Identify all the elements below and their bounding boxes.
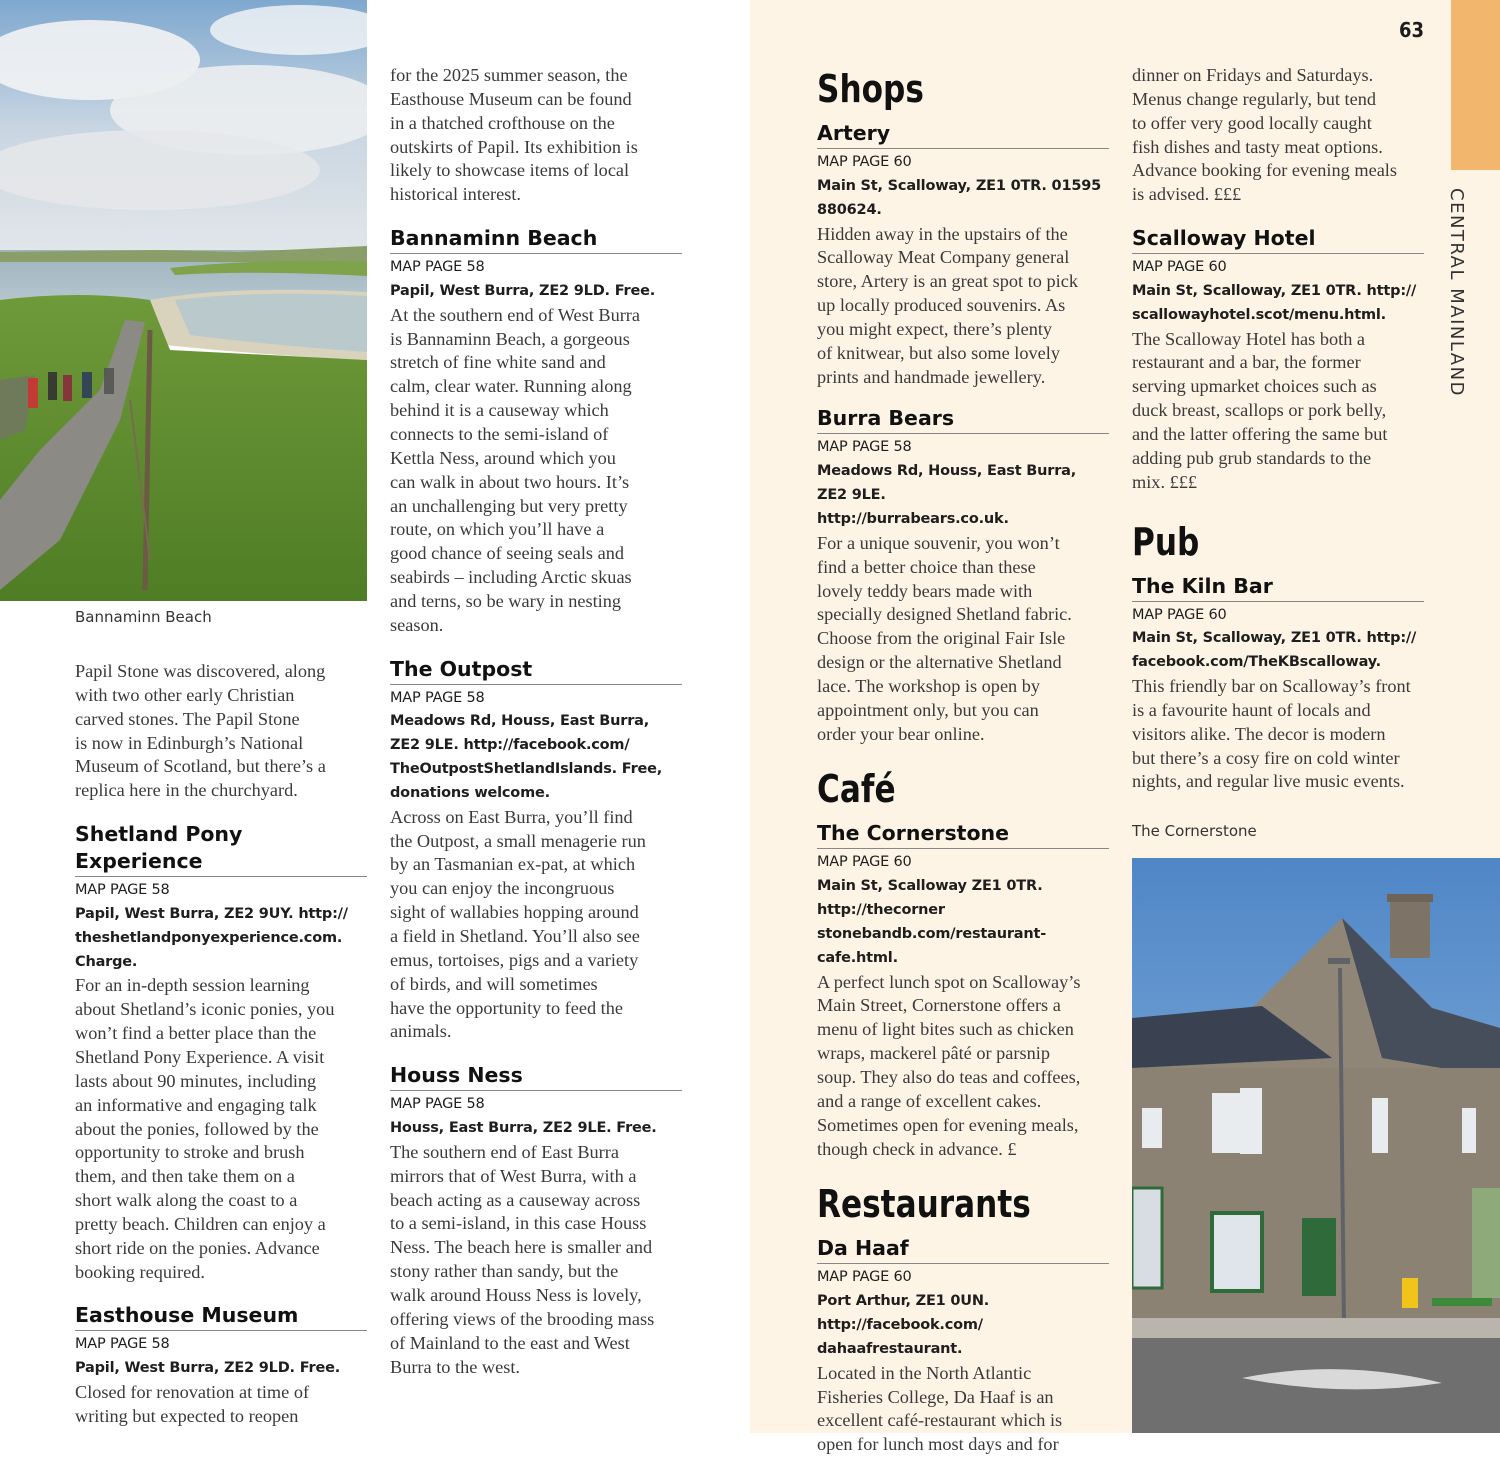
map-page-ref: MAP PAGE 58: [817, 439, 912, 456]
map-page-ref: MAP PAGE 58: [390, 1096, 485, 1113]
entry-address: Meadows Rd, Houss, East Burra, ZE2 9LE. http://facebook.com/ TheOutpostShetlandIslands. Free, donations welcome.: [390, 713, 663, 801]
column-1: [75, 660, 367, 1429]
entry-title: The Cornerstone: [817, 820, 1109, 849]
easthouse-continued-text: for the 2025 summer season, the Easthouse Museum can be found in a thatched crofthouse on the outskirts of Papil. Its exhibition is likely to showcase items of local historical interest.: [390, 65, 638, 205]
entry-the-kiln-bar: [1132, 573, 1424, 795]
entry-description: The Scalloway Hotel has both a restaurant and a bar, the former serving upmarket choices such as duck breast, scallops or pork belly, and the latter offering the same but adding pub grub standards to the mix. £££: [1132, 328, 1388, 492]
entry-address: Main St, Scalloway, ZE1 0TR. 01595 880624.: [817, 177, 1102, 218]
beach-photo-caption: Bannaminn Beach: [75, 608, 212, 626]
column-3: [817, 66, 1109, 1457]
entry-the-outpost: [390, 656, 682, 1045]
entry-shetland-pony-experience: [75, 821, 367, 1284]
cornerstone-building-photo: [1132, 858, 1500, 1433]
entry-address: Papil, West Burra, ZE2 9LD. Free.: [75, 1360, 341, 1377]
section-side-label: CENTRAL MAINLAND: [1446, 188, 1467, 397]
page-number: 63: [1399, 18, 1425, 42]
entry-title: Da Haaf: [817, 1235, 1109, 1264]
entry-houss-ness: [390, 1062, 682, 1379]
map-page-ref: MAP PAGE 58: [75, 1336, 170, 1353]
map-page-ref: MAP PAGE 58: [75, 882, 170, 899]
entry-da-haaf: [817, 1235, 1109, 1457]
entry-description: At the southern end of West Burra is Bannaminn Beach, a gorgeous stretch of fine white sand and calm, clear water. Running along behind it is a causeway which connects to the semi-island of Kettla Ness, around which you can walk in about two hours. It’s an unchallenging but very pretty route, on which you’ll have a good chance of seeing seals and seabirds – including Arctic skuas and terns, so be wary in nesting season.: [390, 304, 641, 635]
section-heading-cafe: Café: [817, 767, 896, 812]
map-page-ref: MAP PAGE 60: [817, 154, 912, 170]
section-heading-pub: Pub: [1132, 519, 1200, 564]
entry-address: Houss, East Burra, ZE2 9LE. Free.: [390, 1120, 657, 1137]
entry-description: Closed for renovation at time of writing but expected to reopen: [75, 1382, 310, 1426]
map-page-ref: MAP PAGE 58: [390, 689, 485, 706]
entry-description: Across on East Burra, you’ll find the Outpost, a small menagerie run by an Tasmanian ex-pat, at which you can enjoy the incongruous sight of wallabies hopping around a field in Shetland. You’ll also see emus, tortoises, pigs and a variety of birds, and will sometimes have the opportunity to feed the animals.: [390, 806, 646, 1042]
section-heading-restaurants: Restaurants: [817, 1182, 1031, 1227]
entry-the-cornerstone: [817, 820, 1109, 1161]
map-page-ref: MAP PAGE 60: [817, 854, 912, 871]
cornerstone-photo-caption: The Cornerstone: [1132, 822, 1257, 840]
entry-title: Shetland Pony Experience: [75, 821, 367, 877]
entry-description: Hidden away in the upstairs of the Scalloway Meat Company general store, Artery is an great spot to pick up locally produced souvenirs. As you might expect, there’s plenty of knitwear, but also some lovely prints and handmade jewellery.: [817, 223, 1078, 387]
entry-description: Located in the North Atlantic Fisheries College, Da Haaf is an excellent café-restaurant which is open for lunch most days and for: [817, 1362, 1063, 1455]
entry-bannaminn-beach: [390, 225, 682, 638]
section-heading-shops: Shops: [817, 67, 924, 111]
map-page-ref: MAP PAGE 58: [390, 259, 485, 276]
entry-easthouse-museum: [75, 1302, 367, 1428]
entry-address: Papil, West Burra, ZE2 9LD. Free.: [390, 282, 656, 299]
entry-description: For an in-depth session learning about Shetland’s iconic ponies, you won’t find a better place than the Shetland Pony Experience. A visit lasts about 90 minutes, including an informative and engaging talk about the ponies, followed by the opportunity to stroke and brush them, and then take them on a short walk along the coast to a pretty beach. Children can enjoy a short ride on the ponies. Advance booking required.: [75, 975, 335, 1282]
da-haaf-continued-text: dinner on Fridays and Saturdays. Menus change regularly, but tend to offer very good locally caught fish dishes and tasty meat options. Advance booking for evening meals is advised. £££: [1132, 65, 1397, 205]
bannaminn-beach-photo: [0, 0, 367, 601]
entry-description: This friendly bar on Scalloway’s front is a favourite haunt of locals and visitors alike. The decor is modern but there’s a cosy fire on cold winter nights, and regular live music events.: [1132, 676, 1411, 792]
entry-title: Houss Ness: [390, 1062, 682, 1091]
entry-description: The southern end of East Burra mirrors that of West Burra, with a beach acting as a causeway across to a semi-island, in this case Houss Ness. The beach here is smaller and stony rather than sandy, but the walk around Houss Ness is lovely, offering views of the brooding mass of Mainland to the east and West Burra to the west.: [390, 1141, 655, 1377]
papil-stone-text: Papil Stone was discovered, along with two other early Christian carved stones. The Papil Stone is now in Edinburgh’s National Museum of Scotland, but there’s a replica here in the churchyard.: [75, 661, 326, 801]
entry-description: A perfect lunch spot on Scalloway’s Main Street, Cornerstone offers a menu of light bites such as chicken wraps, mackerel pâté or parsnip soup. They also do teas and coffees, and a range of excellent cakes. Sometimes open for evening meals, though check in advance. £: [817, 971, 1081, 1159]
entry-address: Main St, Scalloway, ZE1 0TR. http:// scallowayhotel.scot/menu.html.: [1132, 282, 1417, 323]
entry-address: Papil, West Burra, ZE2 9UY. http:// theshetlandponyexperience.com. Charge.: [75, 905, 348, 970]
entry-artery: [817, 120, 1109, 389]
entry-address: Meadows Rd, Houss, East Burra, ZE2 9LE. http://burrabears.co.uk.: [817, 463, 1077, 527]
map-page-ref: MAP PAGE 60: [1132, 606, 1227, 623]
entry-title: Artery: [817, 120, 1109, 149]
entry-scalloway-hotel: [1132, 225, 1424, 494]
entry-address: Port Arthur, ZE1 0UN. http://facebook.com/ dahaafrestaurant.: [817, 1293, 990, 1357]
entry-title: Burra Bears: [817, 405, 1109, 434]
entry-title: Scalloway Hotel: [1132, 225, 1424, 254]
entry-address: Main St, Scalloway, ZE1 0TR. http:// facebook.com/TheKBscalloway.: [1132, 630, 1417, 671]
entry-title: Bannaminn Beach: [390, 225, 682, 254]
entry-title: The Kiln Bar: [1132, 573, 1424, 602]
entry-address: Main St, Scalloway ZE1 0TR. http://thecorner stonebandb.com/restaurant-cafe.html.: [817, 878, 1047, 966]
entry-title: Easthouse Museum: [75, 1302, 367, 1331]
map-page-ref: MAP PAGE 60: [817, 1269, 912, 1286]
map-page-ref: MAP PAGE 60: [1132, 259, 1227, 276]
entry-title: The Outpost: [390, 656, 682, 685]
column-2: [390, 64, 682, 1379]
entry-description: For a unique souvenir, you won’t find a better choice than these lovely teddy bears made with specially designed Shetland fabric. Choose from the original Fair Isle design or the alternative Shetland lace. The workshop is open by appointment only, but you can order your bear online.: [817, 532, 1072, 744]
column-4: [1132, 64, 1424, 794]
section-tab: [1451, 0, 1500, 170]
entry-burra-bears: [817, 405, 1109, 746]
